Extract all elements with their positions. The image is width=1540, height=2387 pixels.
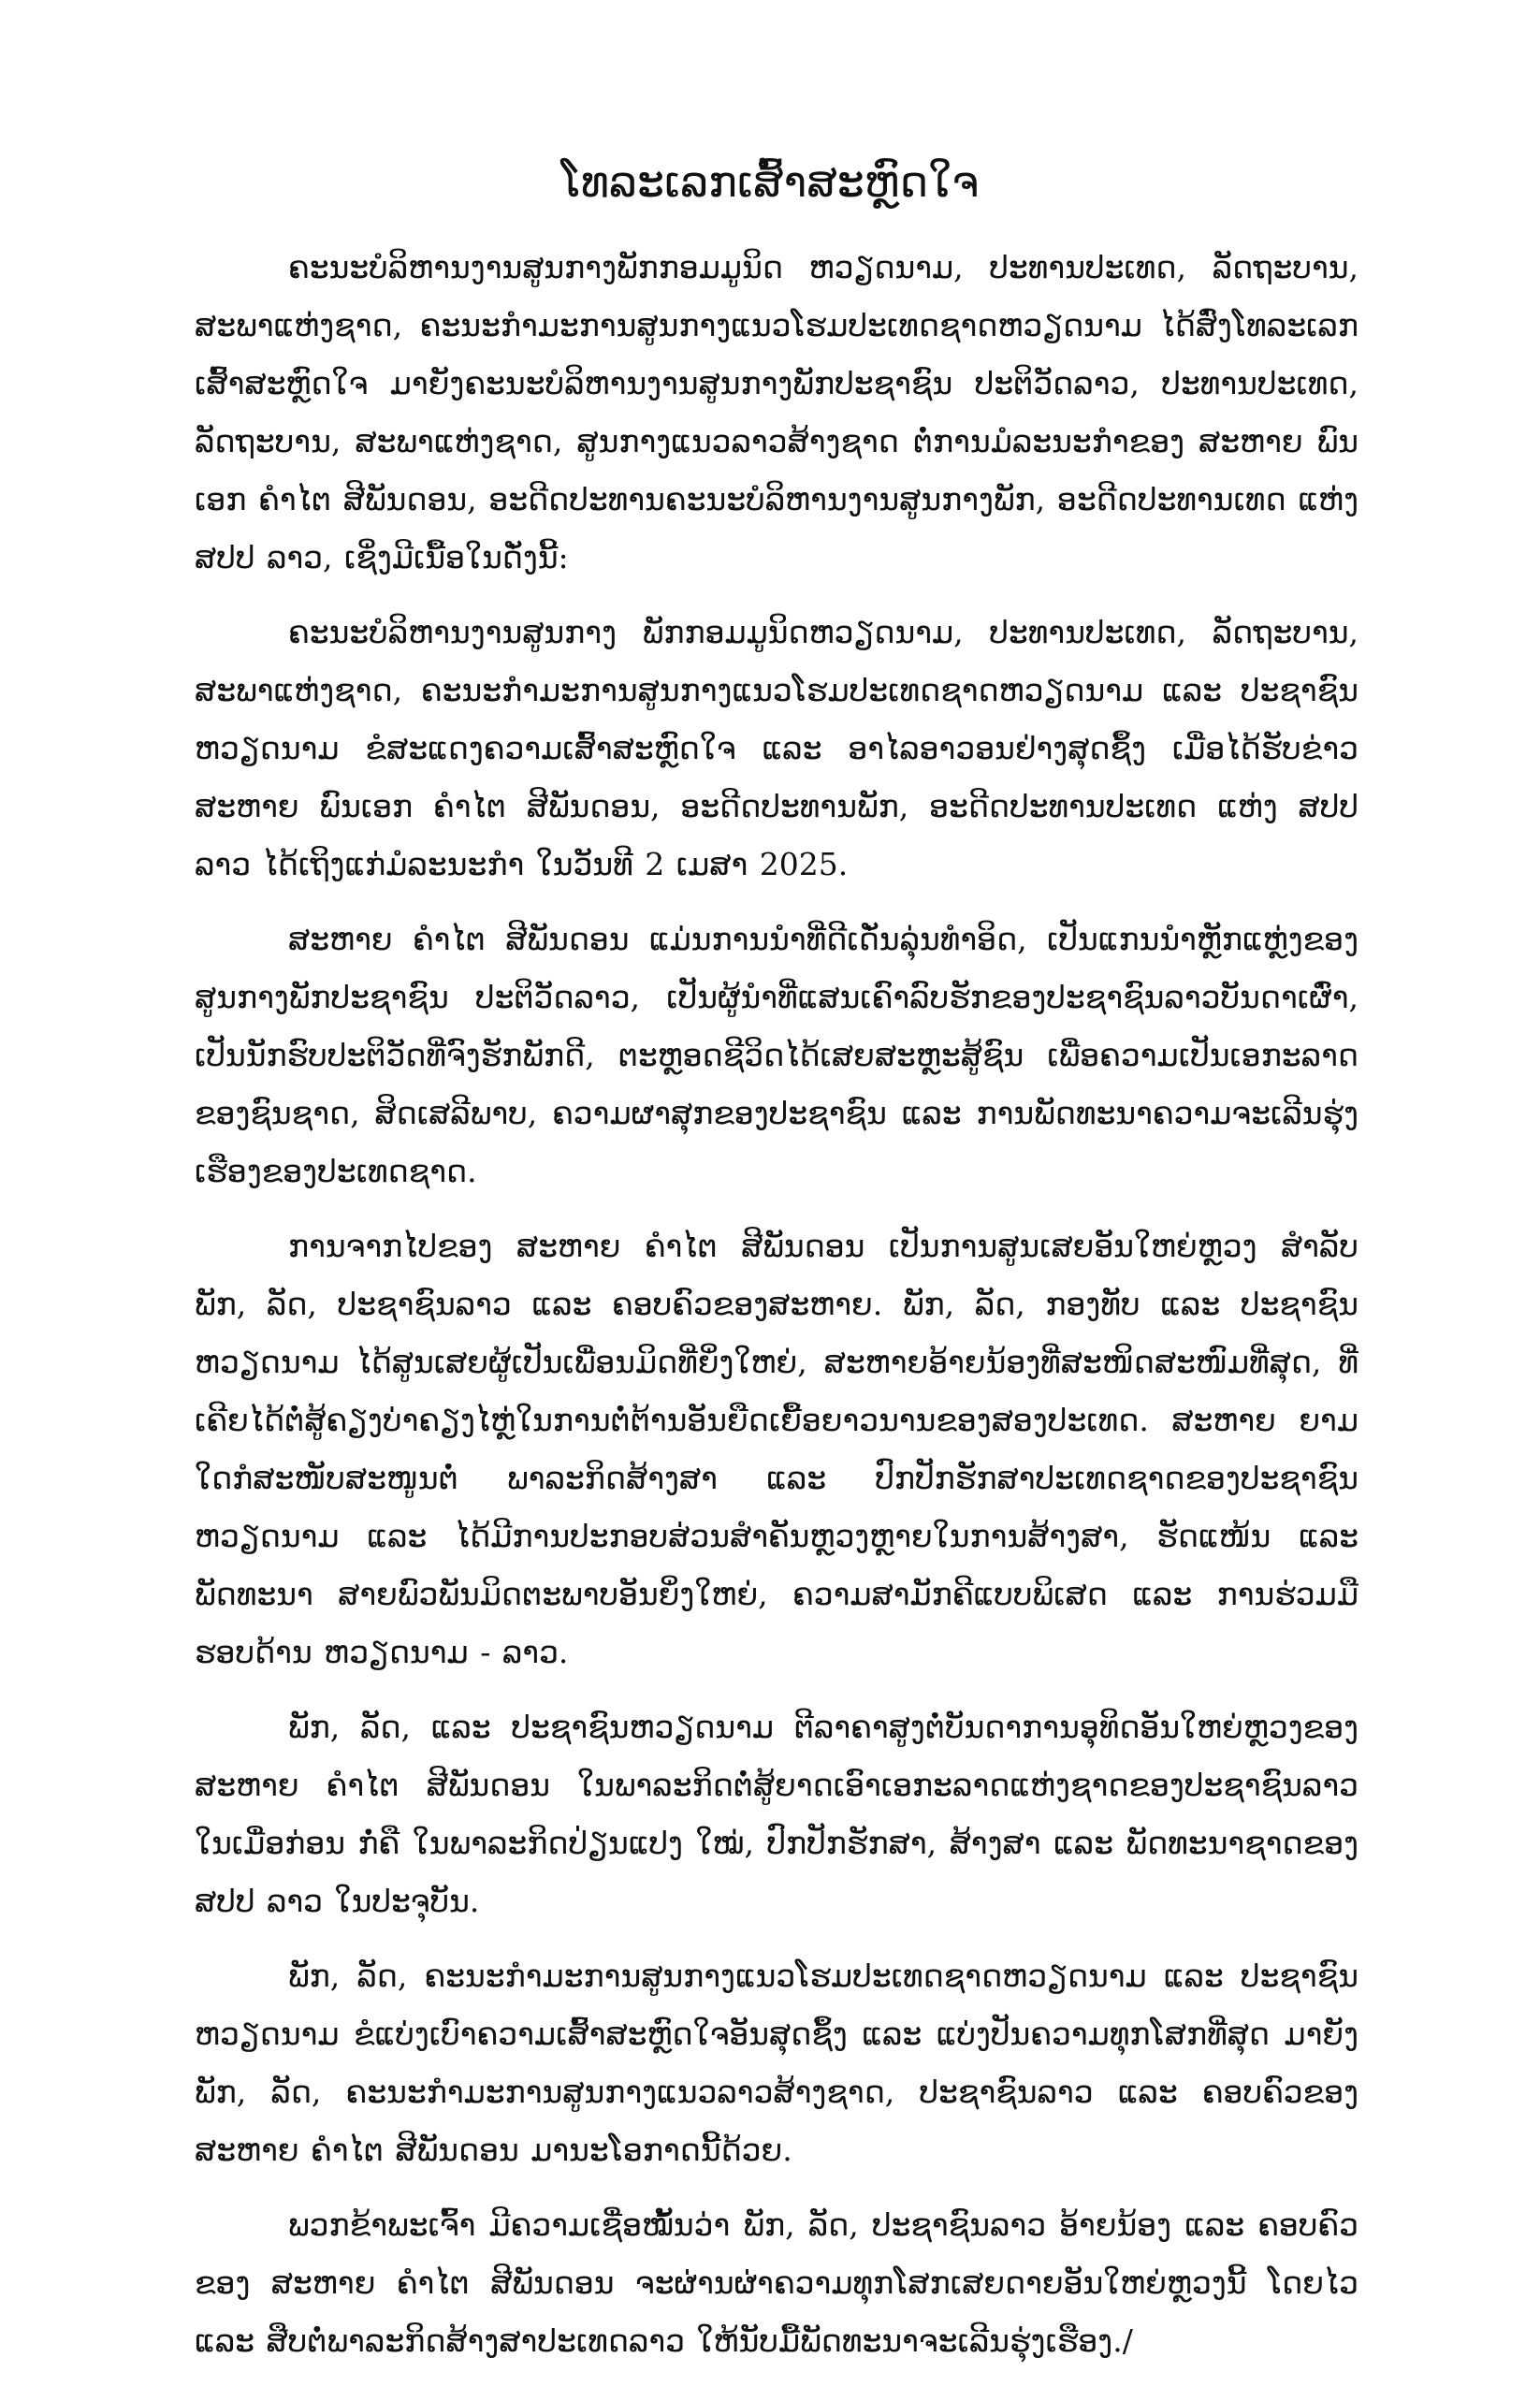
paragraph-7: ພວກຂ້າພະເຈົ້າ ມີຄວາມເຊື່ອໝັ້ນວ່າ ພັກ, ລັດ, ປະຊາຊົນລາວ ອ້າຍນ້ອງ ແລະ ຄອບຄົວຂອງ ສະຫາຍ ຄຳໄຕ ສີພັນດອນ ຈະຜ່ານຜ່າຄວາມທຸກໂສກເສຍດາຍອັນໃຫຍ່ຫຼວງນີ້ ໂດຍໄວ ແລະ ສືບຕໍ່ພາລະກິດສ້າງສາປະເທດລາວ ໃຫ້ນັບມື້ພັດທະນາຈະເລີນຮຸ່ງເຮືອງ./ [195,2206,1358,2359]
paragraph-6: ພັກ, ລັດ, ຄະນະກຳມະການສູນກາງແນວໂຮມປະເທດຊາດຫວຽດນາມ ແລະ ປະຊາຊົນຫວຽດນາມ ຂໍແບ່ງເບົາຄວາມເສົ້າສະຫຼົດໃຈອັນສຸດຊຶ້ງ ແລະ ແບ່ງປັນຄວາມທຸກໂສກທີ່ສຸດ ມາຍັງ ພັກ, ລັດ, ຄະນະກຳມະການສູນກາງແນວລາວສ້າງຊາດ, ປະຊາຊົນລາວ ແລະ ຄອບຄົວຂອງ ສະຫາຍ ຄຳໄຕ ສີພັນດອນ ມານະໂອກາດນີ້ດ້ວຍ. [195,1958,1358,2168]
paragraph-2: ຄະນະບໍລິຫານງານສູນກາງ ພັກກອມມູນິດຫວຽດນາມ, ປະທານປະເທດ, ລັດຖະບານ, ສະພາແຫ່ງຊາດ, ຄະນະກຳມະການສູນກາງແນວໂຮມປະເທດຊາດຫວຽດນາມ ແລະ ປະຊາຊົນຫວຽດນາມ ຂໍສະແດງຄວາມເສົ້າສະຫຼົດໃຈ ແລະ ອາໄລອາວອນຢ່າງສຸດຊຶ້ງ ເມື່ອໄດ້ຮັບຂ່າວ ສະຫາຍ ພົນເອກ ຄຳໄຕ ສີພັນດອນ, ອະດີດປະທານພັກ, ອະດີດປະທານປະເທດ ແຫ່ງ ສປປ ລາວ ໄດ້ເຖິງແກ່ມໍລະນະກຳ ໃນວັນທີ 2 ເມສາ 2025. [195,614,1358,882]
paragraph-1: ຄະນະບໍລິຫານງານສູນກາງພັກກອມມູນິດ ຫວຽດນາມ, ປະທານປະເທດ, ລັດຖະບານ, ສະພາແຫ່ງຊາດ, ຄະນະກຳມະການສູນກາງແນວໂຮມປະເທດຊາດຫວຽດນາມ ໄດ້ສົ່ງໂທລະເລກເສົ້າສະຫຼົດໃຈ ມາຍັງຄະນະບໍລິຫານງານສູນກາງພັກປະຊາຊົນ ປະຕິວັດລາວ, ປະທານປະເທດ, ລັດຖະບານ, ສະພາແຫ່ງຊາດ, ສູນກາງແນວລາວສ້າງຊາດ ຕໍ່ການມໍລະນະກຳຂອງ ສະຫາຍ ພົນເອກ ຄຳໄຕ ສີພັນດອນ, ອະດີດປະທານຄະນະບໍລິຫານງານສູນກາງພັກ, ອະດີດປະທານເທດ ແຫ່ງ ສປປ ລາວ, ເຊິ່ງມີເນື້ອໃນດັ່ງນີ້: [195,249,1358,575]
paragraph-3: ສະຫາຍ ຄຳໄຕ ສີພັນດອນ ແມ່ນການນຳທີ່ດີເດັ່ນລຸ່ນທຳອິດ, ເປັນແກນນຳຫຼັກແຫຼ່ງຂອງສູນກາງພັກປະຊາຊົນ ປະຕິວັດລາວ, ເປັນຜູ້ນຳທີ່ແສນເຄົາລົບຮັກຂອງປະຊາຊົນລາວບັນດາເຜົ່າ, ເປັນນັກຮົບປະຕິວັດທີ່ຈົງຮັກພັກດີ, ຕະຫຼອດຊີວິດໄດ້ເສຍສະຫຼະສູ້ຊົນ ເພື່ອຄວາມເປັນເອກະລາດຂອງຊົນຊາດ, ສິດເສລີພາບ, ຄວາມຜາສຸກຂອງປະຊາຊົນ ແລະ ການພັດທະນາຄວາມຈະເລີນຮຸ່ງເຮືອງຂອງປະເທດຊາດ. [195,921,1358,1189]
document-body [195,239,1358,2387]
paragraph-5: ພັກ, ລັດ, ແລະ ປະຊາຊົນຫວຽດນາມ ຕີລາຄາສູງຕໍ່ບັນດາການອຸທິດອັນໃຫຍ່ຫຼວງຂອງ ສະຫາຍ ຄຳໄຕ ສີພັນດອນ ໃນພາລະກິດຕໍ່ສູ້ຍາດເອົາເອກະລາດແຫ່ງຊາດຂອງປະຊາຊົນລາວ ໃນເມື່ອກ່ອນ ກໍ່ຄື ໃນພາລະກິດປ່ຽນແປງ ໃໝ່, ປົກປັກຮັກສາ, ສ້າງສາ ແລະ ພັດທະນາຊາດຂອງ ສປປ ລາວ ໃນປະຈຸບັນ. [195,1709,1358,1919]
document-title: ໂທລະເລກເສົ້າສະຫຼົດໃຈ [560,156,980,207]
paragraph-4: ການຈາກໄປຂອງ ສະຫາຍ ຄຳໄຕ ສີພັນດອນ ເປັນການສູນເສຍອັນໃຫຍ່ຫຼວງ ສຳລັບ ພັກ, ລັດ, ປະຊາຊົນລາວ ແລະ ຄອບຄົວຂອງສະຫາຍ. ພັກ, ລັດ, ກອງທັບ ແລະ ປະຊາຊົນ ຫວຽດນາມ ໄດ້ສູນເສຍຜູ້ເປັນເພື່ອນມິດທີ່ຍິ່ງໃຫຍ່, ສະຫາຍອ້າຍນ້ອງທີ່ສະໜິດສະໜົມທີ່ສຸດ, ທີ່ເຄີຍໄດ້ຕໍ່ສູ້ຄຽງບ່າຄຽງໄຫຼ່ໃນການຕໍ່ຕ້ານອັນຍືດເຍື້ອຍາວນານຂອງສອງປະເທດ. ສະຫາຍ ຍາມໃດກໍສະໜັບສະໜູນຕໍ່ ພາລະກິດສ້າງສາ ແລະ ປົກປັກຮັກສາປະເທດຊາດຂອງປະຊາຊົນຫວຽດນາມ ແລະ ໄດ້ມີການປະກອບສ່ວນສຳຄັນຫຼວງຫຼາຍໃນການສ້າງສາ, ຮັດແໜ້ນ ແລະ ພັດທະນາ ສາຍພົວພັນມິດຕະພາບອັນຍິ່ງໃຫຍ່, ຄວາມສາມັກຄີແບບພິເສດ ແລະ ການຮ່ວມມືຮອບດ້ານ ຫວຽດນາມ - ລາວ. [195,1228,1358,1670]
